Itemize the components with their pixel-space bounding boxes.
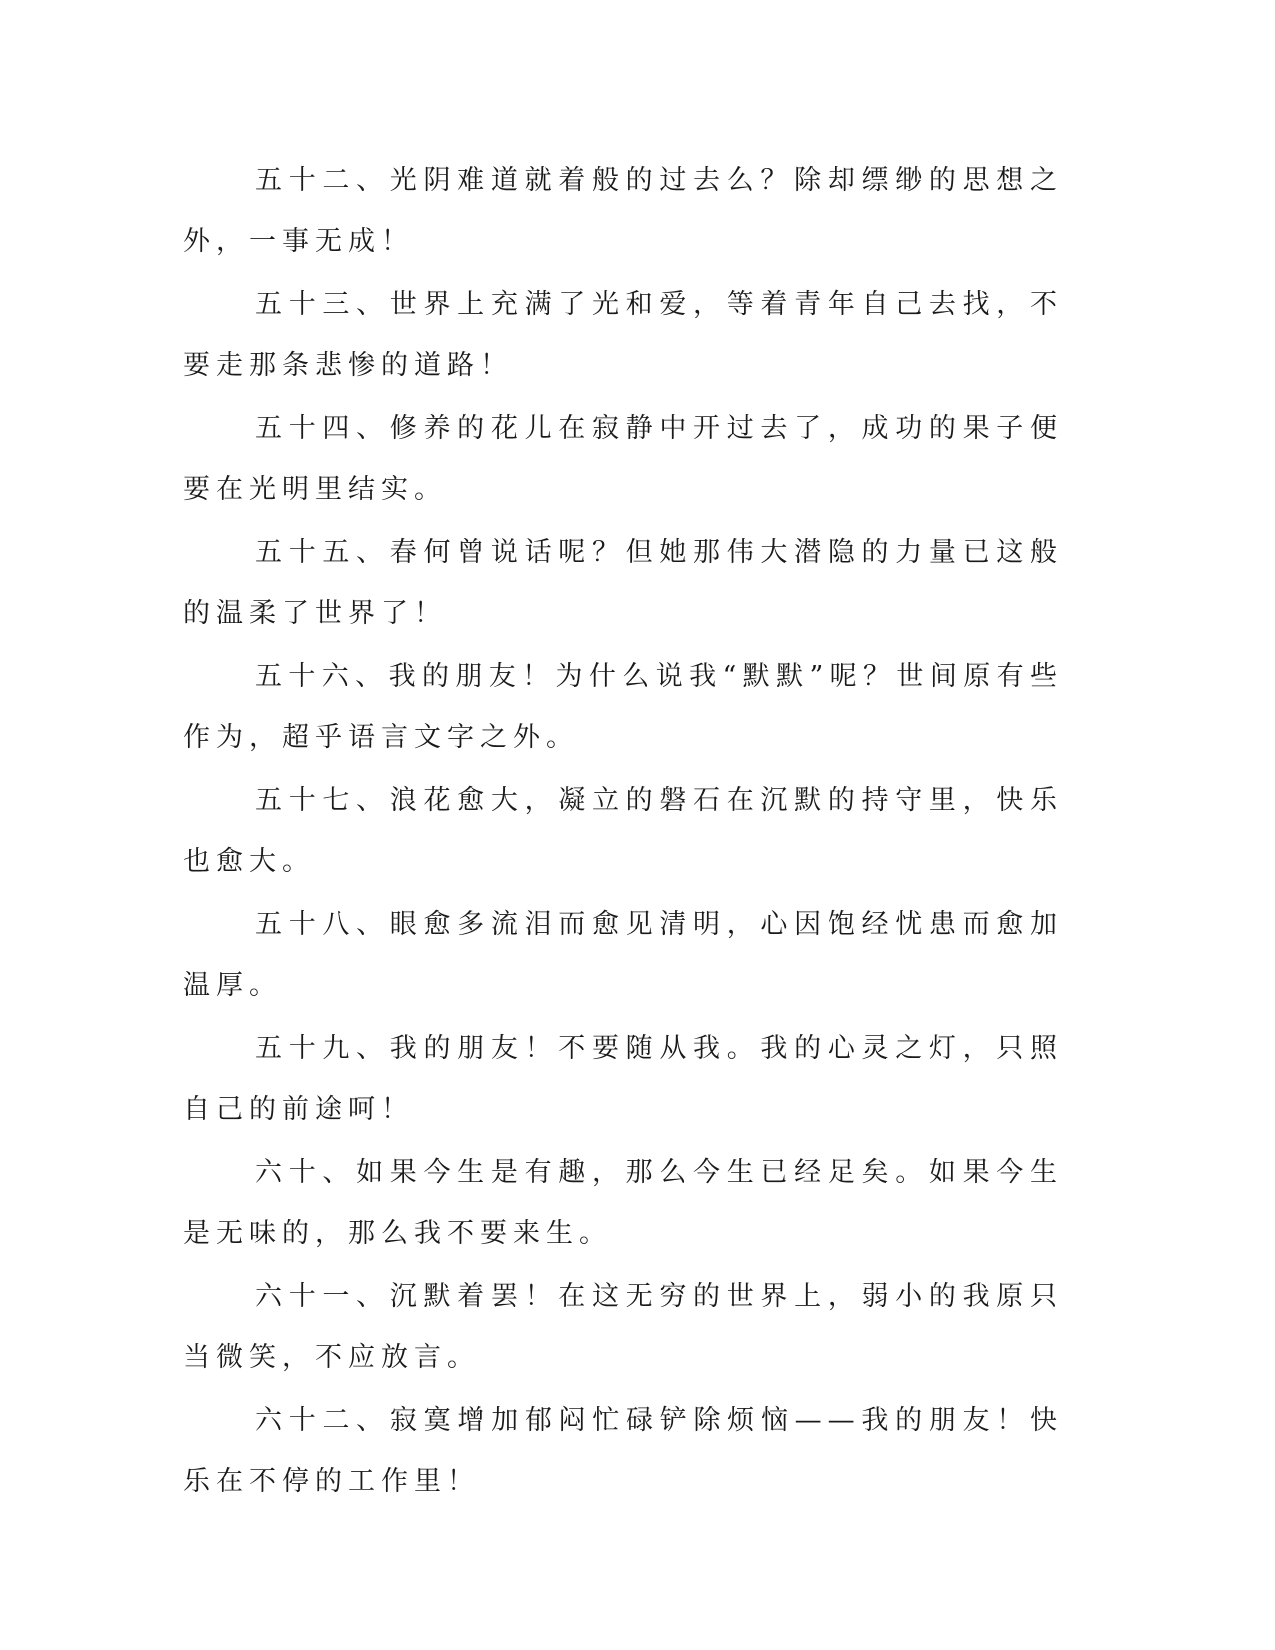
paragraph-57: 五十七、浪花愈大，凝立的磐石在沉默的持守里，快乐也愈大。 (183, 785, 1063, 877)
document-body (183, 150, 1063, 1514)
paragraph-61: 六十一、沉默着罢！在这无穷的世界上，弱小的我原只当微笑，不应放言。 (183, 1281, 1063, 1373)
paragraph-54: 五十四、修养的花儿在寂静中开过去了，成功的果子便要在光明里结实。 (183, 413, 1063, 505)
paragraph-52: 五十二、光阴难道就着般的过去么？除却缥缈的思想之外，一事无成！ (183, 165, 1063, 257)
paragraph-60: 六十、如果今生是有趣，那么今生已经足矣。如果今生是无味的，那么我不要来生。 (183, 1157, 1063, 1249)
paragraph-55: 五十五、春何曾说话呢？但她那伟大潜隐的力量已这般的温柔了世界了！ (183, 537, 1063, 629)
paragraph-56: 五十六、我的朋友！为什么说我“默默”呢？世间原有些作为，超乎语言文字之外。 (183, 661, 1063, 753)
paragraph-62: 六十二、寂寞增加郁闷忙碌铲除烦恼——我的朋友！快乐在不停的工作里！ (183, 1405, 1063, 1497)
paragraph-58: 五十八、眼愈多流泪而愈见清明，心因饱经忧患而愈加温厚。 (183, 909, 1063, 1001)
paragraph-59: 五十九、我的朋友！不要随从我。我的心灵之灯，只照自己的前途呵！ (183, 1033, 1063, 1125)
paragraph-53: 五十三、世界上充满了光和爱，等着青年自己去找，不要走那条悲惨的道路！ (183, 289, 1063, 381)
